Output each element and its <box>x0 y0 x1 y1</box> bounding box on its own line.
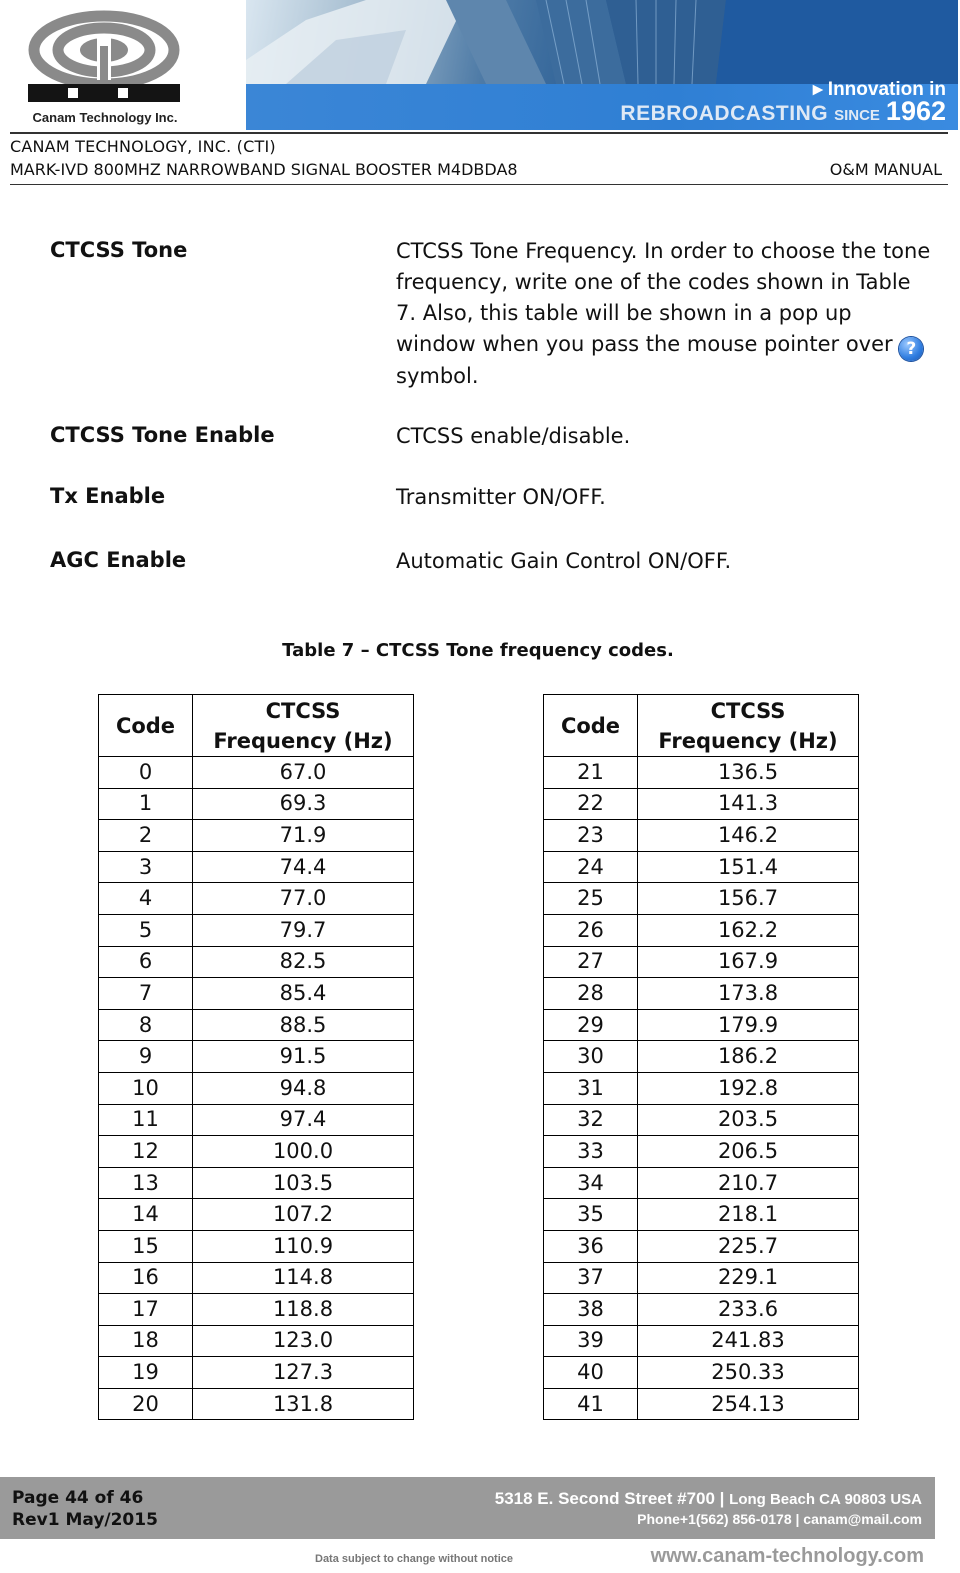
table-row <box>99 1136 414 1168</box>
table-row <box>544 757 859 789</box>
cell-frequency: 97.4 <box>193 1104 414 1136</box>
cell-frequency: 179.9 <box>638 1009 859 1041</box>
table-row <box>544 1199 859 1231</box>
table-row <box>99 1041 414 1073</box>
footer-city: Long Beach CA 90803 USA <box>729 1491 922 1508</box>
cell-code: 4 <box>99 883 193 915</box>
banner-rebroadcasting-text <box>620 96 946 127</box>
footer-notice: Data subject to change without notice <box>315 1553 514 1565</box>
cell-frequency: 77.0 <box>193 883 414 915</box>
cell-code: 7 <box>99 978 193 1010</box>
table-row <box>99 1388 414 1420</box>
cell-code: 28 <box>544 978 638 1010</box>
cell-code: 22 <box>544 788 638 820</box>
cell-code: 36 <box>544 1230 638 1262</box>
table-row <box>544 851 859 883</box>
table-row <box>544 1325 859 1357</box>
table-row <box>99 851 414 883</box>
desc-ctcss-tone-enable: CTCSS enable/disable. <box>396 424 631 448</box>
table-body <box>99 757 414 1420</box>
table-caption: Table 7 – CTCSS Tone frequency codes. <box>282 640 674 661</box>
cell-code: 13 <box>99 1167 193 1199</box>
cell-code: 5 <box>99 914 193 946</box>
cell-frequency: 203.5 <box>638 1104 859 1136</box>
cell-frequency: 192.8 <box>638 1072 859 1104</box>
cell-frequency: 141.3 <box>638 788 859 820</box>
table-header-row <box>544 695 859 757</box>
table-row <box>99 1104 414 1136</box>
table-header-row <box>99 695 414 757</box>
table-row <box>99 1009 414 1041</box>
header-frequency <box>193 695 414 757</box>
cell-code: 9 <box>99 1041 193 1073</box>
cell-frequency: 94.8 <box>193 1072 414 1104</box>
table-row <box>544 978 859 1010</box>
cell-code: 27 <box>544 946 638 978</box>
cell-frequency: 151.4 <box>638 851 859 883</box>
cell-frequency: 118.8 <box>193 1294 414 1326</box>
cell-code: 16 <box>99 1262 193 1294</box>
banner-skyline-graphic <box>246 0 958 84</box>
cell-frequency: 167.9 <box>638 946 859 978</box>
desc-ctcss-tone-end: symbol. <box>396 364 479 388</box>
cell-code: 37 <box>544 1262 638 1294</box>
table-body <box>544 757 859 1420</box>
table-row <box>544 1230 859 1262</box>
table-row <box>99 978 414 1010</box>
ctcss-table-right <box>543 694 859 1420</box>
cell-code: 23 <box>544 820 638 852</box>
header-frequency-line2: Frequency (Hz) <box>213 728 393 753</box>
cell-frequency: 67.0 <box>193 757 414 789</box>
term-tx-enable: Tx Enable <box>50 484 166 508</box>
header-manual: O&M MANUAL <box>829 160 942 179</box>
help-question-icon: ? <box>899 337 923 361</box>
cell-code: 19 <box>99 1357 193 1389</box>
cell-frequency: 114.8 <box>193 1262 414 1294</box>
cell-frequency: 250.33 <box>638 1357 859 1389</box>
cell-code: 41 <box>544 1388 638 1420</box>
cell-frequency: 233.6 <box>638 1294 859 1326</box>
table-row <box>544 788 859 820</box>
cell-code: 10 <box>99 1072 193 1104</box>
table-row <box>99 820 414 852</box>
cell-frequency: 156.7 <box>638 883 859 915</box>
cell-code: 26 <box>544 914 638 946</box>
banner-since: SINCE <box>834 107 880 124</box>
cell-code: 15 <box>99 1230 193 1262</box>
cell-frequency: 107.2 <box>193 1199 414 1231</box>
cell-frequency: 173.8 <box>638 978 859 1010</box>
cell-frequency: 218.1 <box>638 1199 859 1231</box>
cell-code: 32 <box>544 1104 638 1136</box>
cell-code: 12 <box>99 1136 193 1168</box>
cell-code: 33 <box>544 1136 638 1168</box>
cell-frequency: 206.5 <box>638 1136 859 1168</box>
table-row <box>544 1388 859 1420</box>
cell-frequency: 85.4 <box>193 978 414 1010</box>
table-row <box>99 1167 414 1199</box>
desc-agc-enable: Automatic Gain Control ON/OFF. <box>396 549 732 573</box>
cell-code: 30 <box>544 1041 638 1073</box>
table-row <box>544 883 859 915</box>
cell-code: 40 <box>544 1357 638 1389</box>
footer-revision: Rev1 May/2015 <box>12 1510 158 1530</box>
cell-code: 25 <box>544 883 638 915</box>
table-row <box>99 883 414 915</box>
cell-code: 3 <box>99 851 193 883</box>
cell-frequency: 69.3 <box>193 788 414 820</box>
header-rule-bottom <box>10 184 948 185</box>
banner-year: 1962 <box>885 96 946 126</box>
cell-code: 17 <box>99 1294 193 1326</box>
cell-code: 31 <box>544 1072 638 1104</box>
logo-caption: Canam Technology Inc. <box>32 110 178 125</box>
desc-tx-enable: Transmitter ON/OFF. <box>396 485 606 509</box>
header-code: Code <box>99 695 193 757</box>
table-row <box>99 1230 414 1262</box>
cell-frequency: 241.83 <box>638 1325 859 1357</box>
header-frequency-line2: Frequency (Hz) <box>658 728 838 753</box>
header-frequency-line1: CTCSS <box>710 698 786 723</box>
cell-frequency: 91.5 <box>193 1041 414 1073</box>
banner-innovation-text: ▸ Innovation in <box>812 79 946 100</box>
table-row <box>99 946 414 978</box>
cell-code: 21 <box>544 757 638 789</box>
table-row <box>99 1199 414 1231</box>
cell-code: 24 <box>544 851 638 883</box>
table-row <box>544 914 859 946</box>
cell-frequency: 110.9 <box>193 1230 414 1262</box>
term-ctcss-tone: CTCSS Tone <box>50 238 188 262</box>
table-row <box>99 1294 414 1326</box>
table-row <box>99 788 414 820</box>
table-row <box>544 1357 859 1389</box>
table-row <box>99 914 414 946</box>
cell-frequency: 136.5 <box>638 757 859 789</box>
table-row <box>544 1041 859 1073</box>
cell-code: 11 <box>99 1104 193 1136</box>
cell-frequency: 74.4 <box>193 851 414 883</box>
table-row <box>99 1262 414 1294</box>
term-ctcss-tone-enable: CTCSS Tone Enable <box>50 423 275 447</box>
footer-address <box>495 1489 922 1509</box>
cell-code: 38 <box>544 1294 638 1326</box>
cell-code: 18 <box>99 1325 193 1357</box>
cti-logo-graphic <box>10 6 200 110</box>
table-row <box>99 1072 414 1104</box>
header-company: CANAM TECHNOLOGY, INC. (CTI) <box>10 137 276 156</box>
cell-frequency: 229.1 <box>638 1262 859 1294</box>
header-model: MARK-IVD 800MHZ NARROWBAND SIGNAL BOOSTER M4DBDA8 <box>10 160 518 179</box>
header-frequency-line1: CTCSS <box>265 698 341 723</box>
term-agc-enable: AGC Enable <box>50 548 187 572</box>
cell-frequency: 127.3 <box>193 1357 414 1389</box>
header-frequency <box>638 695 859 757</box>
cell-frequency: 162.2 <box>638 914 859 946</box>
cell-code: 29 <box>544 1009 638 1041</box>
banner-rebroadcasting: REBROADCASTING <box>620 102 829 125</box>
table-row <box>544 946 859 978</box>
cell-frequency: 210.7 <box>638 1167 859 1199</box>
cell-frequency: 131.8 <box>193 1388 414 1420</box>
cell-frequency: 71.9 <box>193 820 414 852</box>
footer-phone: Phone+1(562) 856-0178 | canam@mail.com <box>637 1511 922 1527</box>
cell-code: 0 <box>99 757 193 789</box>
cell-code: 2 <box>99 820 193 852</box>
table-row <box>544 1167 859 1199</box>
cell-frequency: 146.2 <box>638 820 859 852</box>
ctcss-table-left <box>98 694 414 1420</box>
table-row <box>544 1072 859 1104</box>
cell-code: 39 <box>544 1325 638 1357</box>
header-code: Code <box>544 695 638 757</box>
cell-frequency: 123.0 <box>193 1325 414 1357</box>
table-row <box>544 1009 859 1041</box>
table-row <box>544 1136 859 1168</box>
table-row <box>544 1104 859 1136</box>
table-row <box>544 1294 859 1326</box>
footer-website: www.canam-technology.com <box>650 1545 924 1567</box>
company-logo <box>10 6 200 130</box>
footer-page-number: Page 44 of 46 <box>12 1488 144 1508</box>
table-row <box>99 1357 414 1389</box>
desc-ctcss-tone-text: CTCSS Tone Frequency. In order to choose the tone frequency, write one of the codes shown in Table 7. Also, this table will be shown in a pop up window when you pass the mouse pointer over <box>396 239 931 356</box>
cell-frequency: 82.5 <box>193 946 414 978</box>
table-row <box>544 820 859 852</box>
cell-code: 8 <box>99 1009 193 1041</box>
cell-code: 14 <box>99 1199 193 1231</box>
cell-code: 6 <box>99 946 193 978</box>
table-row <box>99 1325 414 1357</box>
cell-code: 34 <box>544 1167 638 1199</box>
cell-code: 20 <box>99 1388 193 1420</box>
cell-code: 35 <box>544 1199 638 1231</box>
header-rule-top <box>10 132 948 134</box>
cell-frequency: 79.7 <box>193 914 414 946</box>
cell-code: 1 <box>99 788 193 820</box>
footer-street: 5318 E. Second Street #700 | <box>494 1489 725 1508</box>
desc-ctcss-tone <box>396 236 931 392</box>
table-row <box>544 1262 859 1294</box>
header-banner <box>246 0 958 130</box>
cell-frequency: 225.7 <box>638 1230 859 1262</box>
cell-frequency: 186.2 <box>638 1041 859 1073</box>
table-row <box>99 757 414 789</box>
cell-frequency: 100.0 <box>193 1136 414 1168</box>
cell-frequency: 88.5 <box>193 1009 414 1041</box>
cell-frequency: 254.13 <box>638 1388 859 1420</box>
cell-frequency: 103.5 <box>193 1167 414 1199</box>
